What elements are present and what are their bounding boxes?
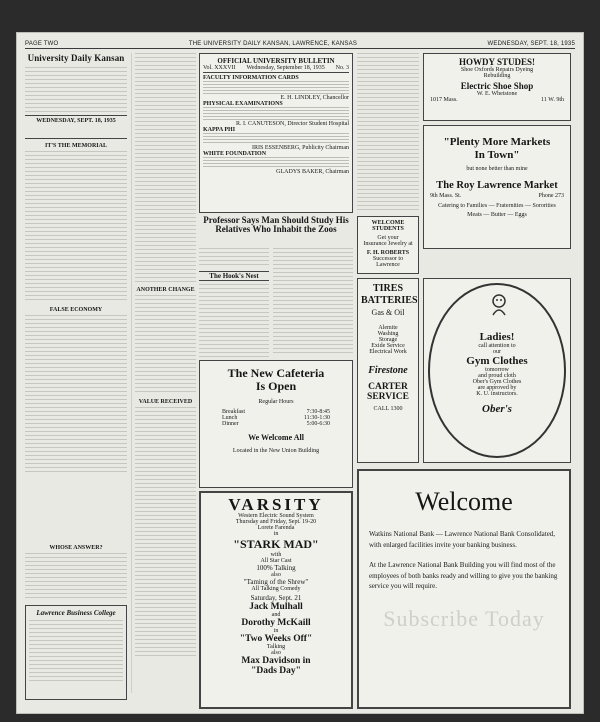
editorial-heading-5: VALUE RECEIVED: [138, 399, 193, 405]
editorial-column-1: [25, 143, 127, 543]
varsity-in: in: [273, 531, 279, 537]
gym-line-1: call attention to: [478, 343, 516, 349]
varsity-also-2: also: [271, 650, 281, 656]
varsity-talking-2: Talking: [266, 644, 286, 650]
bulletin-section-1: FACULTY INFORMATION CARDS: [203, 75, 299, 81]
tires-service-name: CARTER SERVICE: [367, 382, 409, 403]
cafeteria-welcome: We Welcome All: [248, 433, 304, 443]
varsity-cast: All Star Cast: [260, 558, 292, 564]
gym-text: [424, 331, 570, 415]
roberts-subline: Successor to Lawrence: [372, 256, 404, 268]
gym-line-2: our: [493, 349, 501, 355]
gym-headline: Gym Clothes: [466, 355, 528, 367]
bank-welcome-title: Welcome: [415, 487, 513, 516]
varsity-short: "Taming of the Shrew": [243, 578, 309, 586]
bulletin-volume: Vol. XXXVII: [203, 65, 236, 71]
market-goods: Meats — Butter — Eggs: [467, 212, 527, 219]
varsity-subtitle: Western Electric Sound System: [238, 513, 314, 519]
gym-line-6: are approved by: [477, 385, 517, 391]
varsity-film-3: "Dads Day": [251, 666, 301, 676]
gym-illustration: [484, 293, 514, 321]
market-name: The Roy Lawrence Market: [436, 180, 558, 192]
varsity-talking: 100% Talking: [256, 564, 296, 572]
editorial-column-1-lower: [25, 545, 127, 705]
gym-line-3: tomorrow: [485, 367, 509, 373]
market-quote: "Plenty More Markets In Town": [443, 136, 551, 161]
masthead: [25, 53, 127, 139]
market-subline: but none better than mine: [466, 166, 528, 173]
newspaper-page: [16, 32, 584, 714]
bulletin-signer-3: IRIS ESSENBERG, Publicity Chairman: [251, 145, 349, 151]
varsity-also: also: [271, 572, 281, 578]
shoe-shop-street: 11 W. 9th: [541, 97, 564, 103]
gym-line-7: K. U. instructors.: [476, 391, 518, 397]
tires-service-4: Exide Service: [371, 343, 405, 349]
cafeteria-title: The New Cafeteria Is Open: [227, 366, 325, 394]
tires-ad: [357, 278, 419, 463]
header-title: THE UNIVERSITY DAILY KANSAN, LAWRENCE, KANSAS: [188, 40, 358, 47]
bulletin-number: No. 3: [335, 65, 349, 71]
varsity-and: and: [271, 612, 281, 618]
tires-service-1: Alemite: [378, 325, 398, 331]
business-college-name: Lawrence Business College: [36, 609, 116, 617]
varsity-film-2: "Two Weeks Off": [239, 634, 313, 644]
bulletin-signer-2: R. I. CANUTESON, Director Student Hospital: [236, 121, 349, 127]
bulletin-dateline: Wednesday, September 18, 1935: [246, 65, 325, 71]
shoe-shop-name: Electric Shoe Shop: [460, 81, 534, 91]
shoe-shop-address-line: [430, 97, 564, 103]
official-bulletin: [199, 53, 353, 213]
cafeteria-time: 7:30-8:45: [306, 409, 330, 416]
tires-service-5: Electrical Work: [369, 349, 407, 355]
bulletin-signer-4: GLADYS BAKER, Chairman: [276, 169, 349, 175]
gym-line-5: Ober's Gym Clothes: [472, 379, 522, 385]
tires-service-2: Washing: [377, 331, 399, 337]
shoe-shop-address: 1017 Mass.: [430, 97, 458, 103]
gym-line-4: and proud cloth: [478, 373, 516, 379]
market-address: 9th Mass. St.: [430, 193, 462, 200]
varsity-presenter: Lorete Farenda: [257, 525, 295, 531]
header-page-number: PAGE TWO: [25, 40, 59, 47]
cafeteria-location: Located in the New Union Building: [232, 448, 320, 455]
varsity-saturday: Saturday, Sept. 21: [250, 594, 302, 602]
header-date: WEDNESDAY, SEPT. 18, 1935: [487, 40, 575, 47]
tires-service-3: Storage: [378, 337, 398, 343]
bulletin-info-line: [203, 65, 349, 73]
bulletin-signer-1: E. H. LINDLEY, Chancellor: [280, 95, 349, 101]
editorial-column-2: [131, 53, 196, 693]
editorial-heading-2: FALSE ECONOMY: [49, 307, 103, 313]
tires-title: TIRES BATTERIES: [361, 283, 418, 306]
shoe-shop-line-1: Shoe Oxfords Repairs Dyeing: [460, 67, 534, 73]
subscribe-ghost-text: Subscribe Today: [383, 605, 545, 631]
zoo-article-continued: [357, 53, 419, 213]
page-header: [25, 39, 575, 49]
market-phone: Phone 273: [538, 193, 564, 200]
roberts-line-2: Insurance Jewelry at: [363, 241, 413, 247]
cafeteria-time: 5:00-6:30: [306, 421, 330, 428]
roberts-title: WELCOME STUDENTS: [371, 220, 405, 232]
varsity-dates: Thursday and Friday, Sept. 19-20: [235, 519, 317, 525]
shoe-shop-line-2: Rebuilding: [483, 73, 511, 79]
roberts-jewelry-ad: [357, 216, 419, 274]
zoo-article: [199, 216, 353, 246]
cafeteria-hours: [222, 409, 330, 427]
varsity-title: VARSITY: [228, 495, 324, 514]
editorial-heading-1: IT'S THE MEMORIAL: [45, 143, 107, 149]
market-ad: [423, 125, 571, 249]
cafeteria-meal: Breakfast: [222, 409, 245, 416]
varsity-star-1: Jack Mulhall: [249, 602, 303, 612]
bulletin-title: OFFICIAL UNIVERSITY BULLETIN: [217, 57, 335, 65]
bank-welcome-para-2: At the Lawrence National Bank Building you will find most of the employees of both banks ready and willing to give you the banking service you will require.: [369, 561, 558, 590]
market-address-line: [430, 193, 564, 199]
shoe-shop-ad: [423, 53, 571, 121]
bulletin-section-4: WHITE FOUNDATION: [203, 151, 267, 157]
bank-welcome-para-1: Watkins National Bank — Lawrence National Bank Consolidated, with enlarged facilities invite your banking business.: [369, 530, 556, 549]
business-college-ad: [25, 605, 127, 700]
cafeteria-meal: Lunch: [222, 415, 238, 422]
cafeteria-time: 11:30-1:30: [303, 415, 330, 422]
zoo-article-body-right: [273, 248, 353, 356]
varsity-with: with: [270, 552, 282, 558]
masthead-title: University Daily Kansan: [27, 53, 125, 63]
editorial-heading-4: ANOTHER CHANGE: [136, 287, 195, 293]
masthead-staff-list: [25, 67, 127, 113]
tires-sub: Gas & Oil: [371, 308, 405, 317]
varsity-film: "STARK MAD": [233, 537, 319, 551]
roberts-line: Get your: [377, 235, 399, 241]
tires-phone: CALL 1300: [373, 405, 403, 412]
gym-title: Ladies!: [479, 331, 515, 343]
shoe-shop-title: HOWDY STUDES!: [459, 57, 535, 67]
shoe-shop-owner: W. E. Whetstone: [476, 91, 518, 97]
cafeteria-ad: [199, 360, 353, 488]
cafeteria-subtitle: Regular Hours: [258, 399, 294, 406]
tires-brand: Firestone: [368, 365, 408, 376]
gym-clothes-ad: [423, 278, 571, 463]
bulletin-section-2: PHYSICAL EXAMINATIONS: [203, 101, 283, 107]
hooks-nest-column: [199, 248, 269, 358]
zoo-article-headline: Professor Says Man Should Study His Relatives Who Inhabit the Zoos: [203, 215, 349, 235]
varsity-star-2: Dorothy McKaill: [241, 618, 311, 628]
masthead-date: WEDNESDAY, SEPT. 18, 1935: [36, 118, 116, 124]
cafeteria-hours-row-dinner: [222, 421, 330, 427]
varsity-theater-ad: [199, 491, 353, 709]
bank-welcome-ad: [357, 469, 571, 709]
gym-logo: Ober's: [482, 403, 512, 415]
varsity-in-2: in: [273, 628, 279, 634]
market-catering: Catering to Families — Fraternities — Sororities: [438, 203, 556, 210]
editorial-heading-3: WHOSE ANSWER?: [49, 545, 103, 551]
bulletin-section-3: KAPPA PHI: [203, 127, 236, 133]
varsity-short-note: All Talking Comedy: [251, 586, 301, 592]
cafeteria-meal: Dinner: [222, 421, 239, 428]
gym-figure-icon: [484, 293, 514, 321]
varsity-star-3: Max Davidson in: [241, 656, 311, 666]
hooks-nest-title: The Hook's Nest: [199, 271, 269, 281]
roberts-name: F. H. ROBERTS: [366, 250, 410, 256]
